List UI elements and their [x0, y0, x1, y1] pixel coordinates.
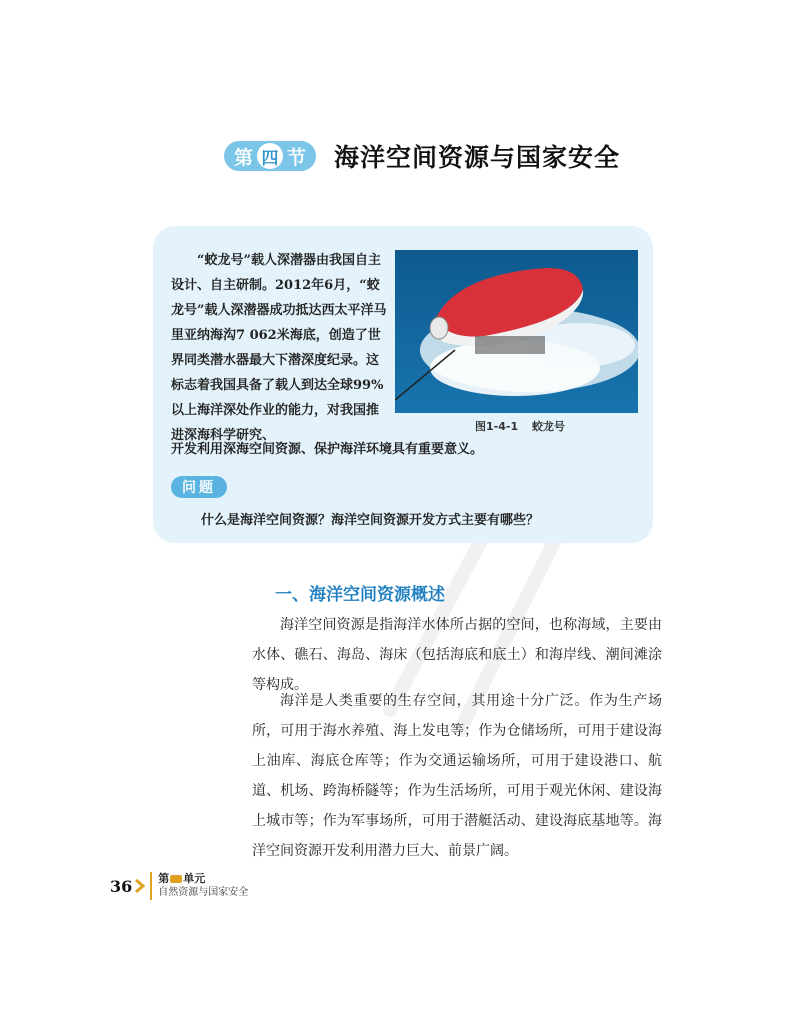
paragraph-2: 海洋是人类重要的生存空间，其用途十分广泛。作为生产场所，可用于海水养殖、海上发电等；作为仓储场所，可用于建设海上油库、海底仓库等；作为交通运输场所，可用于建设港口、航道、机场、跨海桥隧等；作为生活场所，可用于观光休闲、建设海上城市等；作为军事场所，可用于潜艇活动、建设海底基地等。海洋空间资源开发利用潜力巨大、前景广阔。: [252, 693, 662, 859]
submersible-image: [395, 250, 638, 413]
subsection-heading: 一、海洋空间资源概述: [275, 585, 445, 605]
unit-suffix: 单元: [183, 872, 206, 885]
intro-box: [153, 226, 653, 543]
section-badge: [224, 141, 316, 171]
chevron-right-icon: [134, 878, 146, 894]
unit-number-mark: [170, 875, 182, 883]
page-footer: [110, 866, 248, 906]
question-text: 什么是海洋空间资源？海洋空间资源开发方式主要有哪些？: [201, 513, 540, 528]
section-header: [224, 138, 620, 174]
figure-caption-text: 蛟龙号: [531, 420, 565, 433]
intro-text-tail: 开发利用深海空间资源、保护海洋环境具有重要意义。: [171, 442, 484, 457]
unit-prefix: 第: [158, 872, 170, 885]
figure-number: 图1-4-1: [475, 420, 519, 433]
paragraph-1: 海洋空间资源是指海洋水体所占据的空间，也称海域，主要由水体、礁石、海岛、海床（包括海底和底土）和海岸线、潮间滩涂等构成。: [252, 617, 662, 693]
section-badge-suffix: 节: [287, 146, 307, 169]
section-badge-prefix: 第: [234, 146, 254, 169]
intro-text: “蛟龙号”载人深潜器由我国自主设计、自主研制。2012年6月，“蛟龙号”载人深潜器成功抵达西太平洋马里亚纳海沟7 062米海底，创造了世界同类潜水器最大下潜深度纪录。这标志着我国具备了载人到达全球99%以上海洋深处作业的能力，对我国推进深海科学研究、: [171, 253, 387, 443]
section-title: 海洋空间资源与国家安全: [334, 143, 621, 172]
figure-caption: [475, 418, 575, 434]
unit-title: 自然资源与国家安全: [158, 887, 249, 898]
unit-label: [150, 872, 248, 900]
question-badge: 问题: [171, 476, 227, 498]
page-number: 36: [110, 876, 133, 896]
section-badge-number: 四: [257, 143, 283, 169]
jiaolong-photo: [395, 250, 638, 413]
